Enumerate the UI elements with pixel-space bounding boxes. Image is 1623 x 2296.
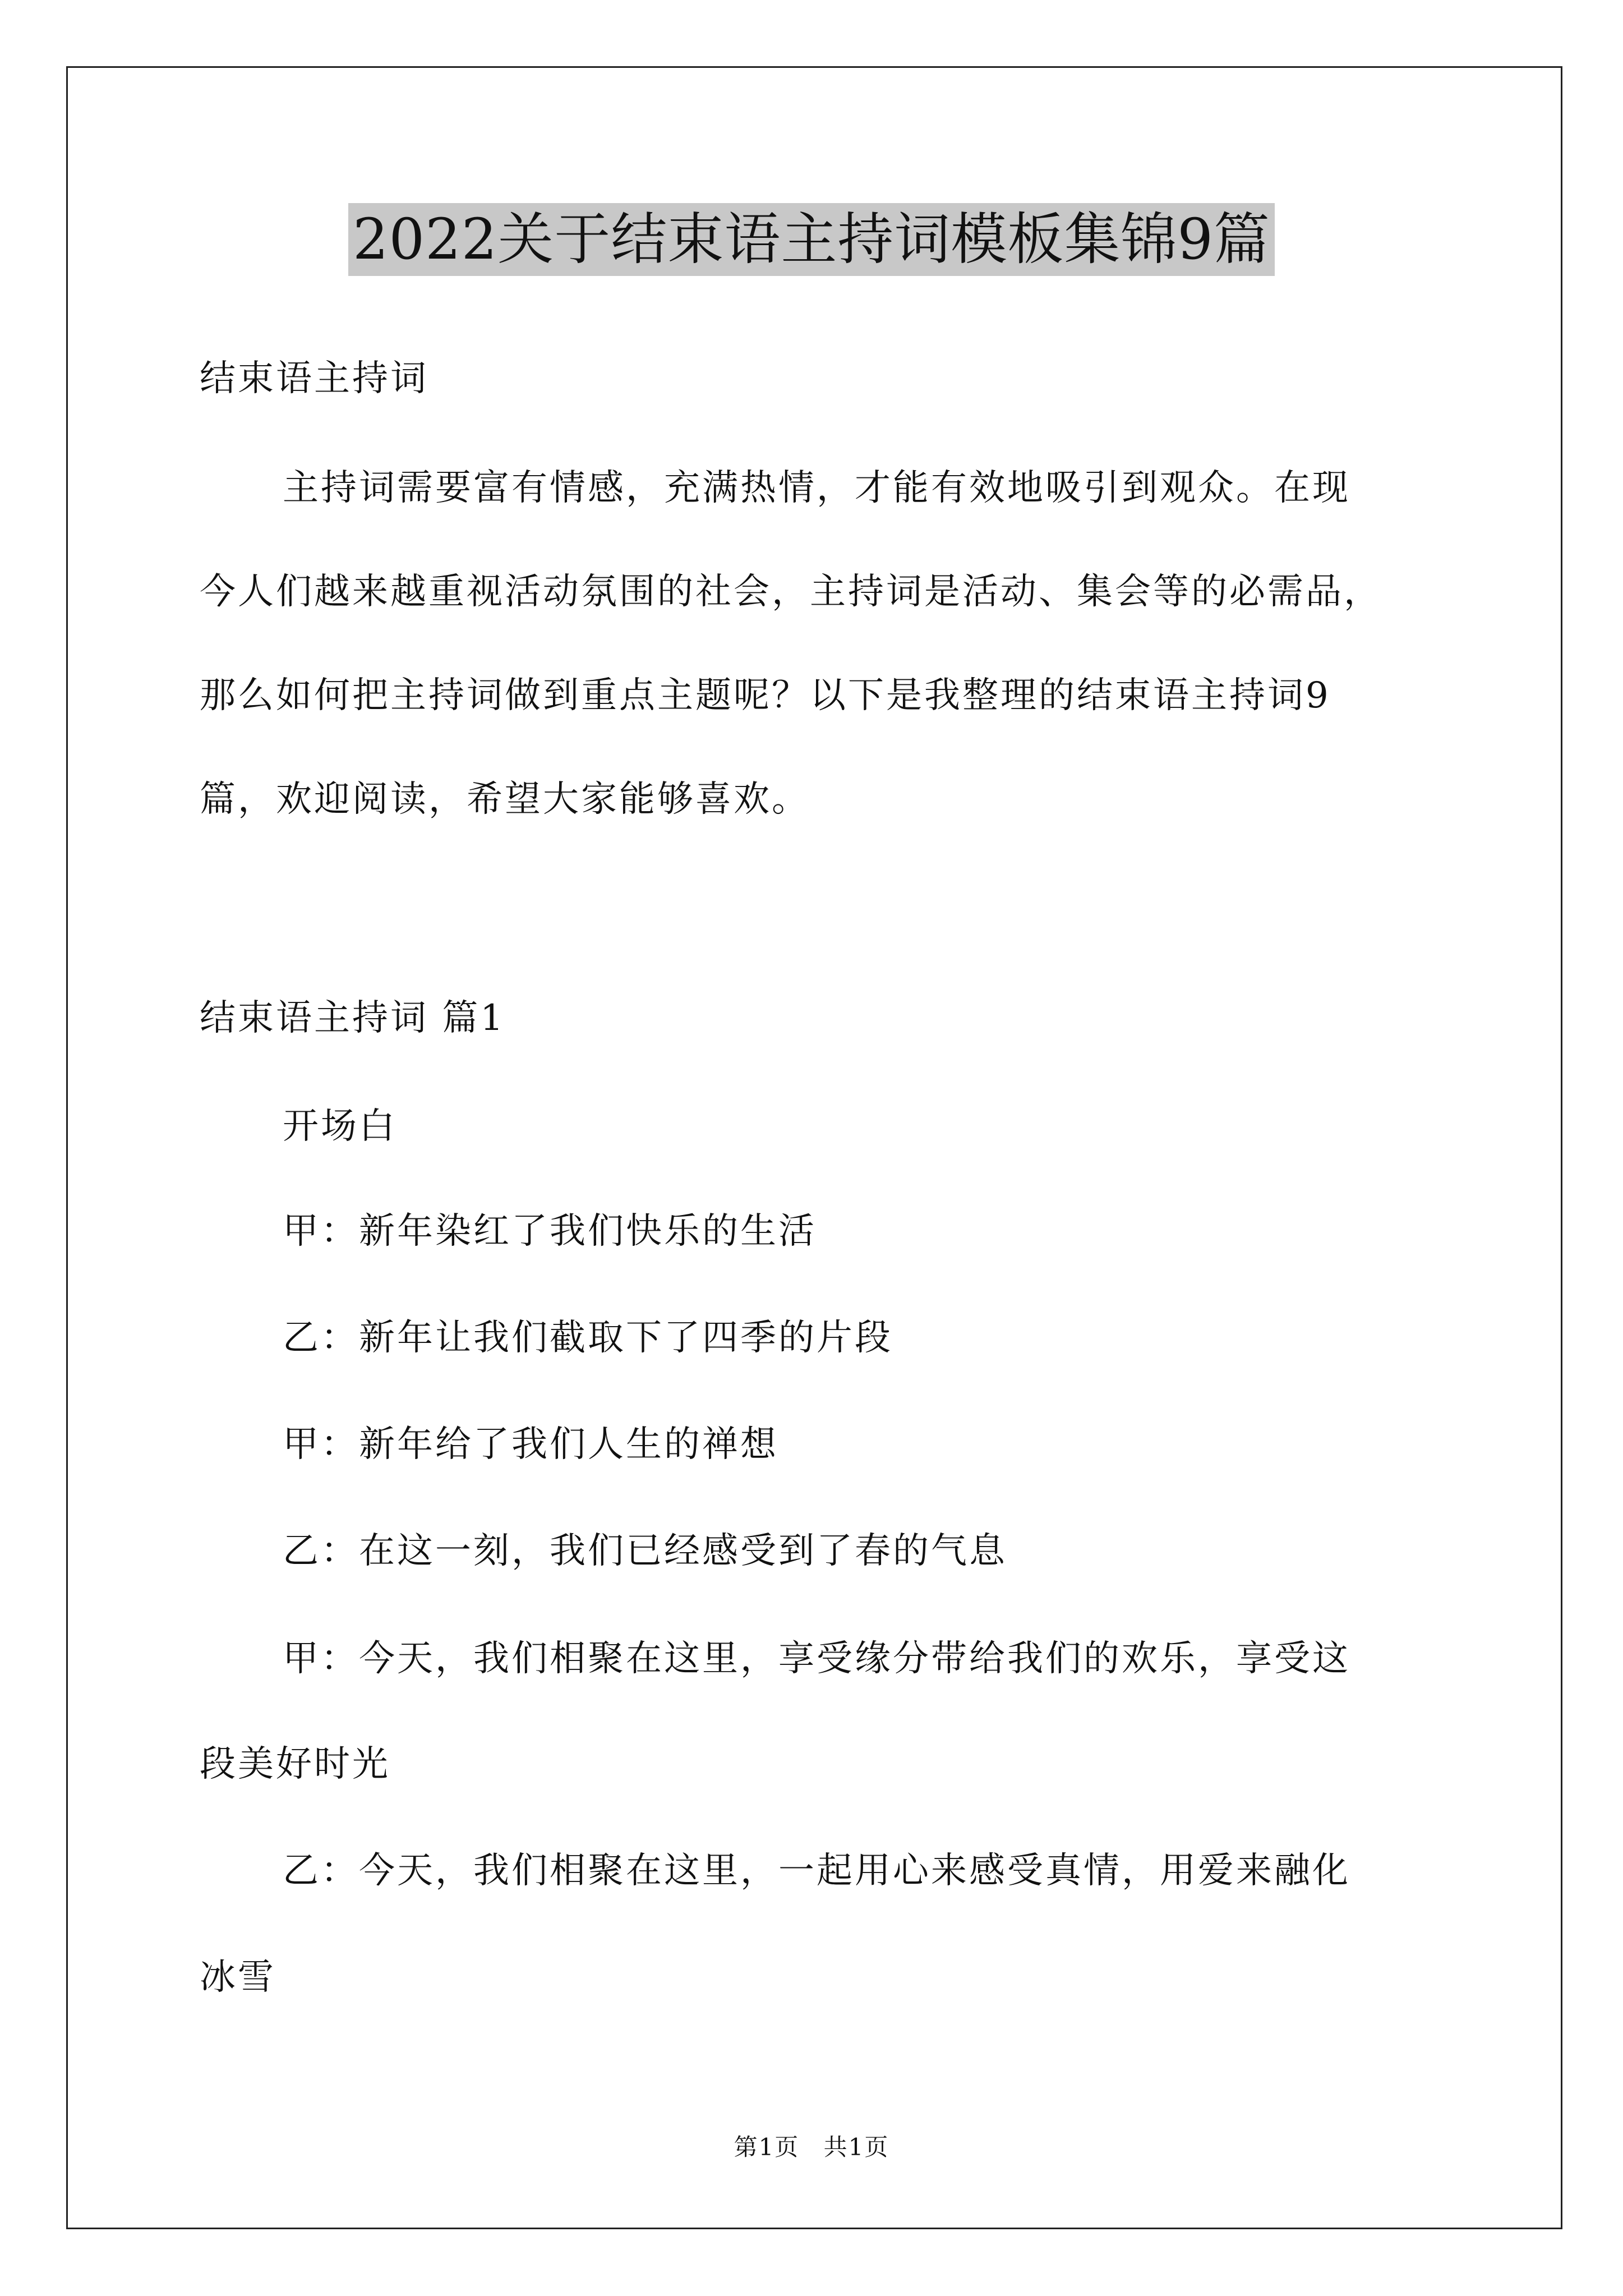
intro-line-4: 篇，欢迎阅读，希望大家能够喜欢。: [200, 779, 810, 820]
section-heading: 结束语主持词 篇1: [200, 997, 506, 1039]
document-title: 2022关于结束语主持词模板集锦9篇: [348, 203, 1275, 276]
title-container: [0, 203, 1623, 276]
page-number-current: 第1页: [734, 2133, 800, 2161]
section-line-opening: 开场白: [283, 1106, 397, 1147]
section-line-2: 甲：新年染红了我们快乐的生活: [283, 1211, 817, 1252]
intro-line-2: 今人们越来越重视活动氛围的社会，主持词是活动、集会等的必需品，: [200, 571, 1382, 613]
intro-line-3: 那么如何把主持词做到重点主题呢？以下是我整理的结束语主持词9: [200, 675, 1331, 716]
section-line-6: 甲：今天，我们相聚在这里，享受缘分带给我们的欢乐，享受这: [283, 1638, 1350, 1680]
section-line-5: 乙：在这一刻，我们已经感受到了春的气息: [283, 1530, 1007, 1572]
section-line-9: 冰雪: [200, 1957, 276, 1998]
intro-line-1: 主持词需要富有情感，充满热情，才能有效地吸引到观众。在现: [283, 467, 1350, 509]
intro-heading: 结束语主持词: [200, 358, 428, 399]
page-number-total: 共1页: [823, 2133, 889, 2161]
section-line-4: 甲：新年给了我们人生的禅想: [283, 1424, 778, 1465]
section-line-3: 乙：新年让我们截取下了四季的片段: [283, 1317, 893, 1359]
section-line-7: 段美好时光: [200, 1743, 390, 1785]
page-footer: [0, 2129, 1623, 2162]
section-line-8: 乙：今天，我们相聚在这里，一起用心来感受真情，用爱来融化: [283, 1850, 1350, 1892]
